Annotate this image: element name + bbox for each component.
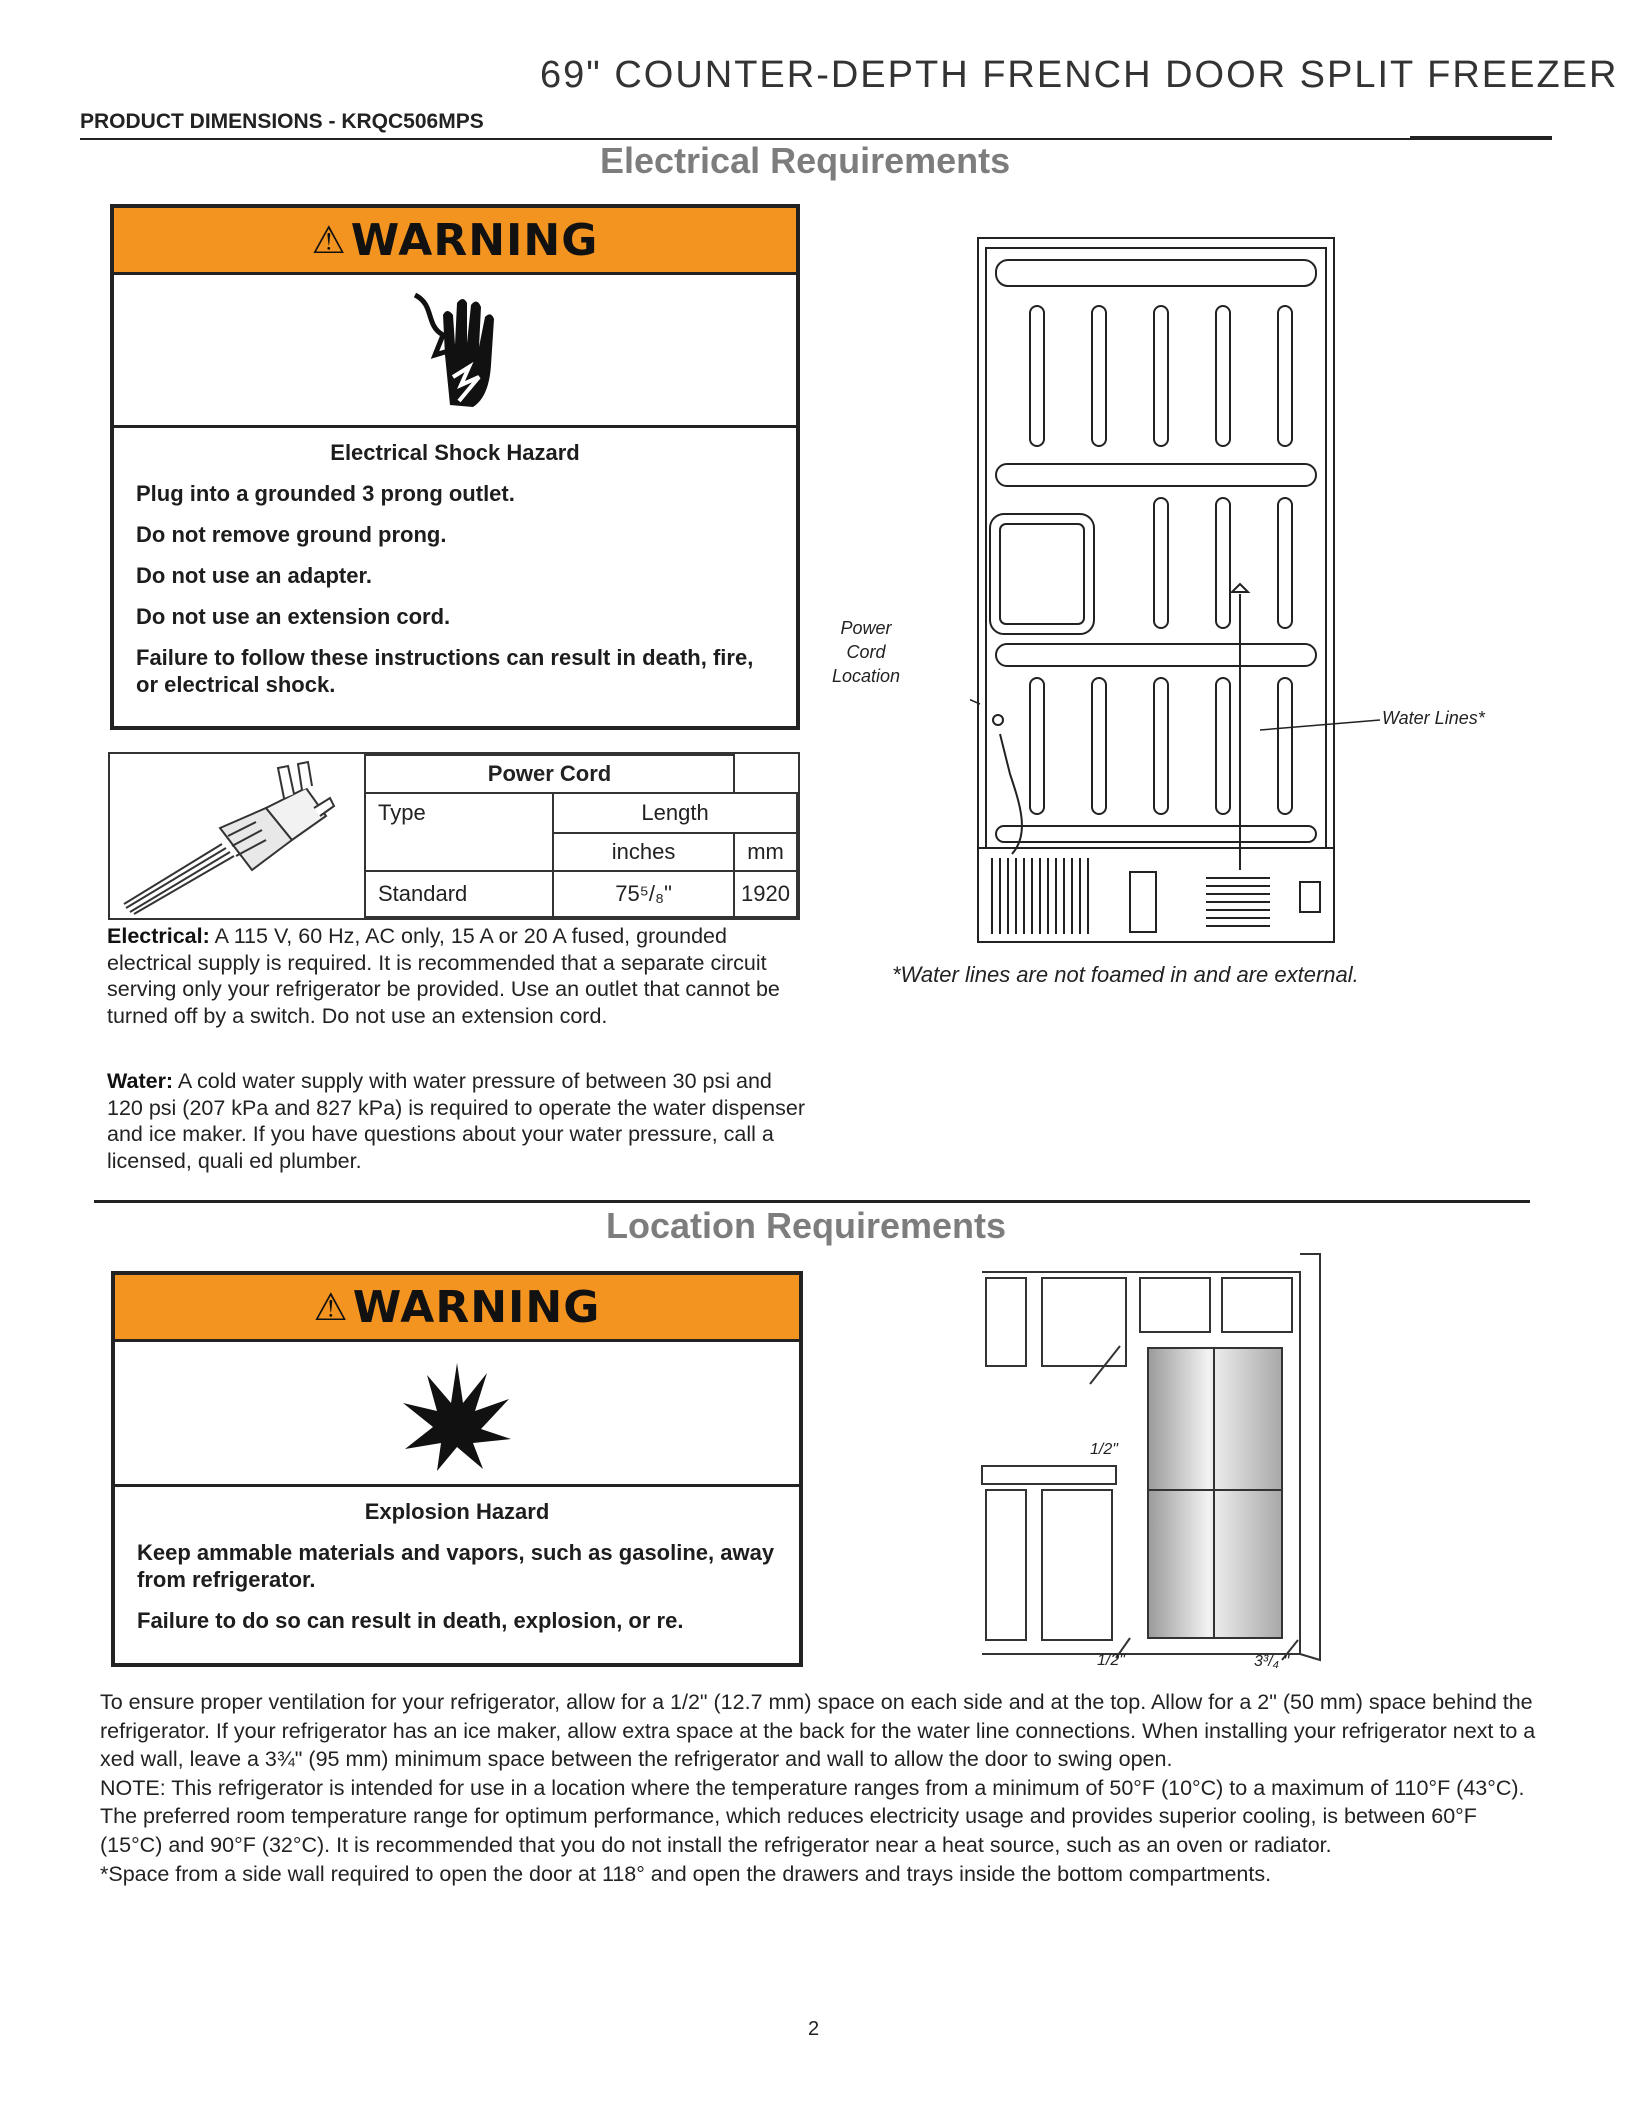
installation-clearance-diagram xyxy=(980,1250,1340,1670)
warning-label: WARNING xyxy=(350,214,599,266)
power-cord-table xyxy=(108,752,800,920)
water-text: A cold water supply with water pressure of between 30 psi and 120 psi (207 kPa and 827 kPa) is required to operate the water dispenser and ice maker. If you have questions about your water pressure, call a licensed, quali ed plumber. xyxy=(107,1069,805,1173)
product-dimensions-heading: PRODUCT DIMENSIONS - KRQC506MPS xyxy=(80,110,484,133)
power-cord-location-label: Power Cord Location xyxy=(831,618,901,686)
header-rule-accent xyxy=(1410,136,1552,140)
explosion-warning-box xyxy=(111,1271,803,1667)
top-gap-label: 1/2" xyxy=(1090,1441,1118,1458)
warning-line: Do not use an adapter. xyxy=(136,563,372,588)
side-wall-footnote: *Space from a side wall required to open the door at 118° and open the drawers and trays inside the bottom compartments. xyxy=(100,1861,1272,1886)
mm-header: mm xyxy=(734,833,797,871)
cord-inches-cell: 75⁵/₈" xyxy=(553,871,734,917)
electrical-paragraph xyxy=(107,923,807,1029)
location-body-text xyxy=(100,1688,1540,1888)
power-plug-icon xyxy=(116,758,356,916)
electrical-requirements-heading: Electrical Requirements xyxy=(600,140,1011,181)
temperature-note-paragraph: NOTE: This refrigerator is intended for use in a location where the temperature ranges from a minimum of 50°F (10°C) to a maximum of 110°F (43°C). The preferred room temperature range for optimum performance, which reduces electricity usage and provides superior cooling, is between 60°F (15°C) and 90°F (32°C). It is recommended that you do not install the refrigerator near a heat source, such as an oven or radiator. xyxy=(100,1775,1525,1857)
warning-line: Plug into a grounded 3 prong outlet. xyxy=(136,481,515,506)
ventilation-paragraph: To ensure proper ventilation for your refrigerator, allow for a 1/2" (12.7 mm) space on each side and at the top. Allow for a 2" (50 mm) space behind the refrigerator. If your refrigerator has an ice maker, allow extra space at the back for the water line connections. When installing your refrigerator next to a xed wall, leave a 3¾" (95 mm) minimum space between the refrigerator and wall to allow the door to swing open. xyxy=(100,1690,1536,1772)
warning-line: Failure to do so can result in death, explosion, or re. xyxy=(137,1608,684,1633)
water-lines-note: *Water lines are not foamed in and are external. xyxy=(892,962,1359,987)
water-label: Water: xyxy=(107,1069,174,1093)
warning-banner xyxy=(115,1275,799,1342)
page-title: 69" COUNTER-DEPTH FRENCH DOOR SPLIT FREEZER xyxy=(540,54,1619,96)
wall-gap-label: 3³/₄ " xyxy=(1254,1653,1290,1670)
shock-hazard-icon xyxy=(114,275,796,428)
section-divider xyxy=(94,1200,1530,1203)
warning-label: WARNING xyxy=(352,1281,601,1333)
location-requirements-heading: Location Requirements xyxy=(606,1205,1007,1246)
cord-type-cell: Standard xyxy=(365,871,553,917)
refrigerator-back-diagram xyxy=(970,234,1540,954)
electrical-label: Electrical: xyxy=(107,924,210,948)
page-number: 2 xyxy=(808,2018,820,2040)
warning-triangle-icon: ⚠ xyxy=(313,1285,349,1329)
hazard-title: Electrical Shock Hazard xyxy=(330,440,580,465)
warning-line: Do not use an extension cord. xyxy=(136,604,451,629)
water-lines-label: Water Lines* xyxy=(1382,708,1485,728)
type-header: Type xyxy=(365,793,553,871)
hazard-title: Explosion Hazard xyxy=(364,1499,550,1524)
cord-mm-cell: 1920 xyxy=(734,871,797,917)
electrical-warning-box xyxy=(110,204,800,730)
warning-line: Keep ammable materials and vapors, such as gasoline, away from refrigerator. xyxy=(137,1540,775,1592)
inches-header: inches xyxy=(553,833,734,871)
explosion-hazard-icon xyxy=(115,1342,799,1487)
water-paragraph xyxy=(107,1068,807,1174)
warning-line: Do not remove ground prong. xyxy=(136,522,447,547)
side-gap-label: 1/2" xyxy=(1097,1652,1125,1669)
warning-triangle-icon: ⚠ xyxy=(311,218,347,262)
length-header: Length xyxy=(553,793,797,833)
warning-banner xyxy=(114,208,796,275)
electrical-text: A 115 V, 60 Hz, AC only, 15 A or 20 A fused, grounded electrical supply is required. It is recommended that a separate circuit serving only your refrigerator be provided. Use an outlet that cannot be turned off by a switch. Do not use an extension cord. xyxy=(107,924,780,1028)
warning-line: Failure to follow these instructions can result in death, fire, or electrical shock. xyxy=(136,645,754,697)
power-cord-title: Power Cord xyxy=(365,755,734,793)
